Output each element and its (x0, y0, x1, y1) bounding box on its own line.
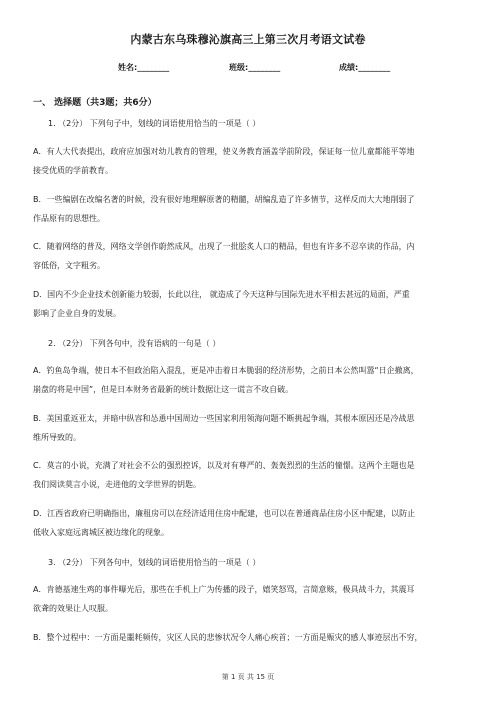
option-line: A．肯德基速生鸡的事件曝光后，那些在手机上广为传播的段子，嬉笑怒骂，言简意赅，极具战斗力，其震耳 (33, 585, 415, 594)
option-line: B．一些编剧在改编名著的时候，没有很好地理解原著的精髓，胡编乱造了许多情节，这样反而大大地削弱了 (33, 195, 415, 204)
question-1-option-c (33, 238, 469, 275)
question-1-option-a (33, 143, 469, 180)
option-line: 维所导致的。 (33, 432, 81, 442)
option-line: C．随着网络的普及，网络文学创作蔚然成风，出现了一批脍炙人口的精品，但也有许多不忍卒读的作品，内 (33, 242, 415, 251)
page-footer: 第 1 页 共 15 页 (221, 673, 275, 681)
option-line: 接受优质的学前教育。 (33, 165, 113, 175)
question-1-stem: 1. （2分） 下列句子中，划线的词语使用恰当的一项是（ ） (48, 119, 261, 128)
question-2-option-c (33, 457, 469, 494)
option-line: A．有人大代表提出，政府应加强对幼儿教育的管理，使义务教育涵盖学前阶段，保证每一位儿童都能平等地 (33, 147, 415, 156)
option-line: 影响了企业自身的发展。 (33, 308, 121, 318)
option-line: C．莫言的小说，充满了对社会不公的强烈控诉，以及对有尊严的、轰轰烈烈的生活的憧憬。这两个主题也是 (33, 461, 415, 470)
score-field-label: 成绩:________ (339, 63, 391, 72)
option-line: B．整个过程中：一方面是噩耗频传，灾区人民的悲惨状况令人痛心疾首；一方面是赈灾的感人事迹层出不穷， (33, 633, 423, 642)
option-line: D．国内不少企业技术创新能力较弱，长此以往， 就造成了今天这种与国际先进水平相去甚远的局面，严重 (33, 290, 410, 299)
option-line: 低收入家庭远离城区被边缘化的现象。 (33, 527, 169, 537)
option-line: B．美国重返亚太，并暗中纵容和怂恿中国周边一些国家利用领海问题不断挑起争端，其根本原因还是冷战思 (33, 414, 415, 423)
question-1-option-b (33, 191, 469, 228)
option-line: 欲聋的效果让人叹服。 (33, 603, 113, 613)
class-field-label: 班级:________ (229, 63, 281, 72)
section-heading: 一、 选择题（共3题；共6分） (33, 98, 157, 108)
question-3-stem: 3. （2分） 下列各句中，划线的词语使用恰当的一项是（ ） (48, 558, 261, 567)
question-3-option-b (33, 629, 469, 648)
question-2-stem: 2. （2分） 下列各句中，没有语病的一句是（ ） (48, 339, 221, 348)
option-line: 作品原有的思想性。 (33, 213, 105, 223)
option-line: 容低俗，文字粗劣。 (33, 260, 105, 270)
question-2-option-a (33, 362, 469, 399)
question-1-option-d (33, 286, 469, 323)
page-title: 内蒙古东乌珠穆沁旗高三上第三次月考语文试卷 (130, 33, 366, 46)
option-line: A．钓鱼岛争端，使日本不但政治陷入混乱，更是冲击着日本脆弱的经济形势，之前日本公然叫嚣“日企撤离， (33, 366, 419, 375)
question-2-option-d (33, 505, 469, 542)
question-3-option-a (33, 581, 469, 618)
option-line: 崩盘的将是中国”，但是日本财务省最新的统计数据让这一谎言不攻自破。 (33, 384, 294, 394)
name-field-label: 姓名:________ (118, 63, 170, 72)
option-line: D．江西省政府已明确指出，廉租房可以在经济适用住房中配建，也可以在普通商品住房小区中配建，以防止 (33, 509, 416, 518)
option-line: 我们阅读莫言小说，走进他的文学世界的钥匙。 (33, 479, 201, 489)
question-2-option-b (33, 410, 469, 447)
